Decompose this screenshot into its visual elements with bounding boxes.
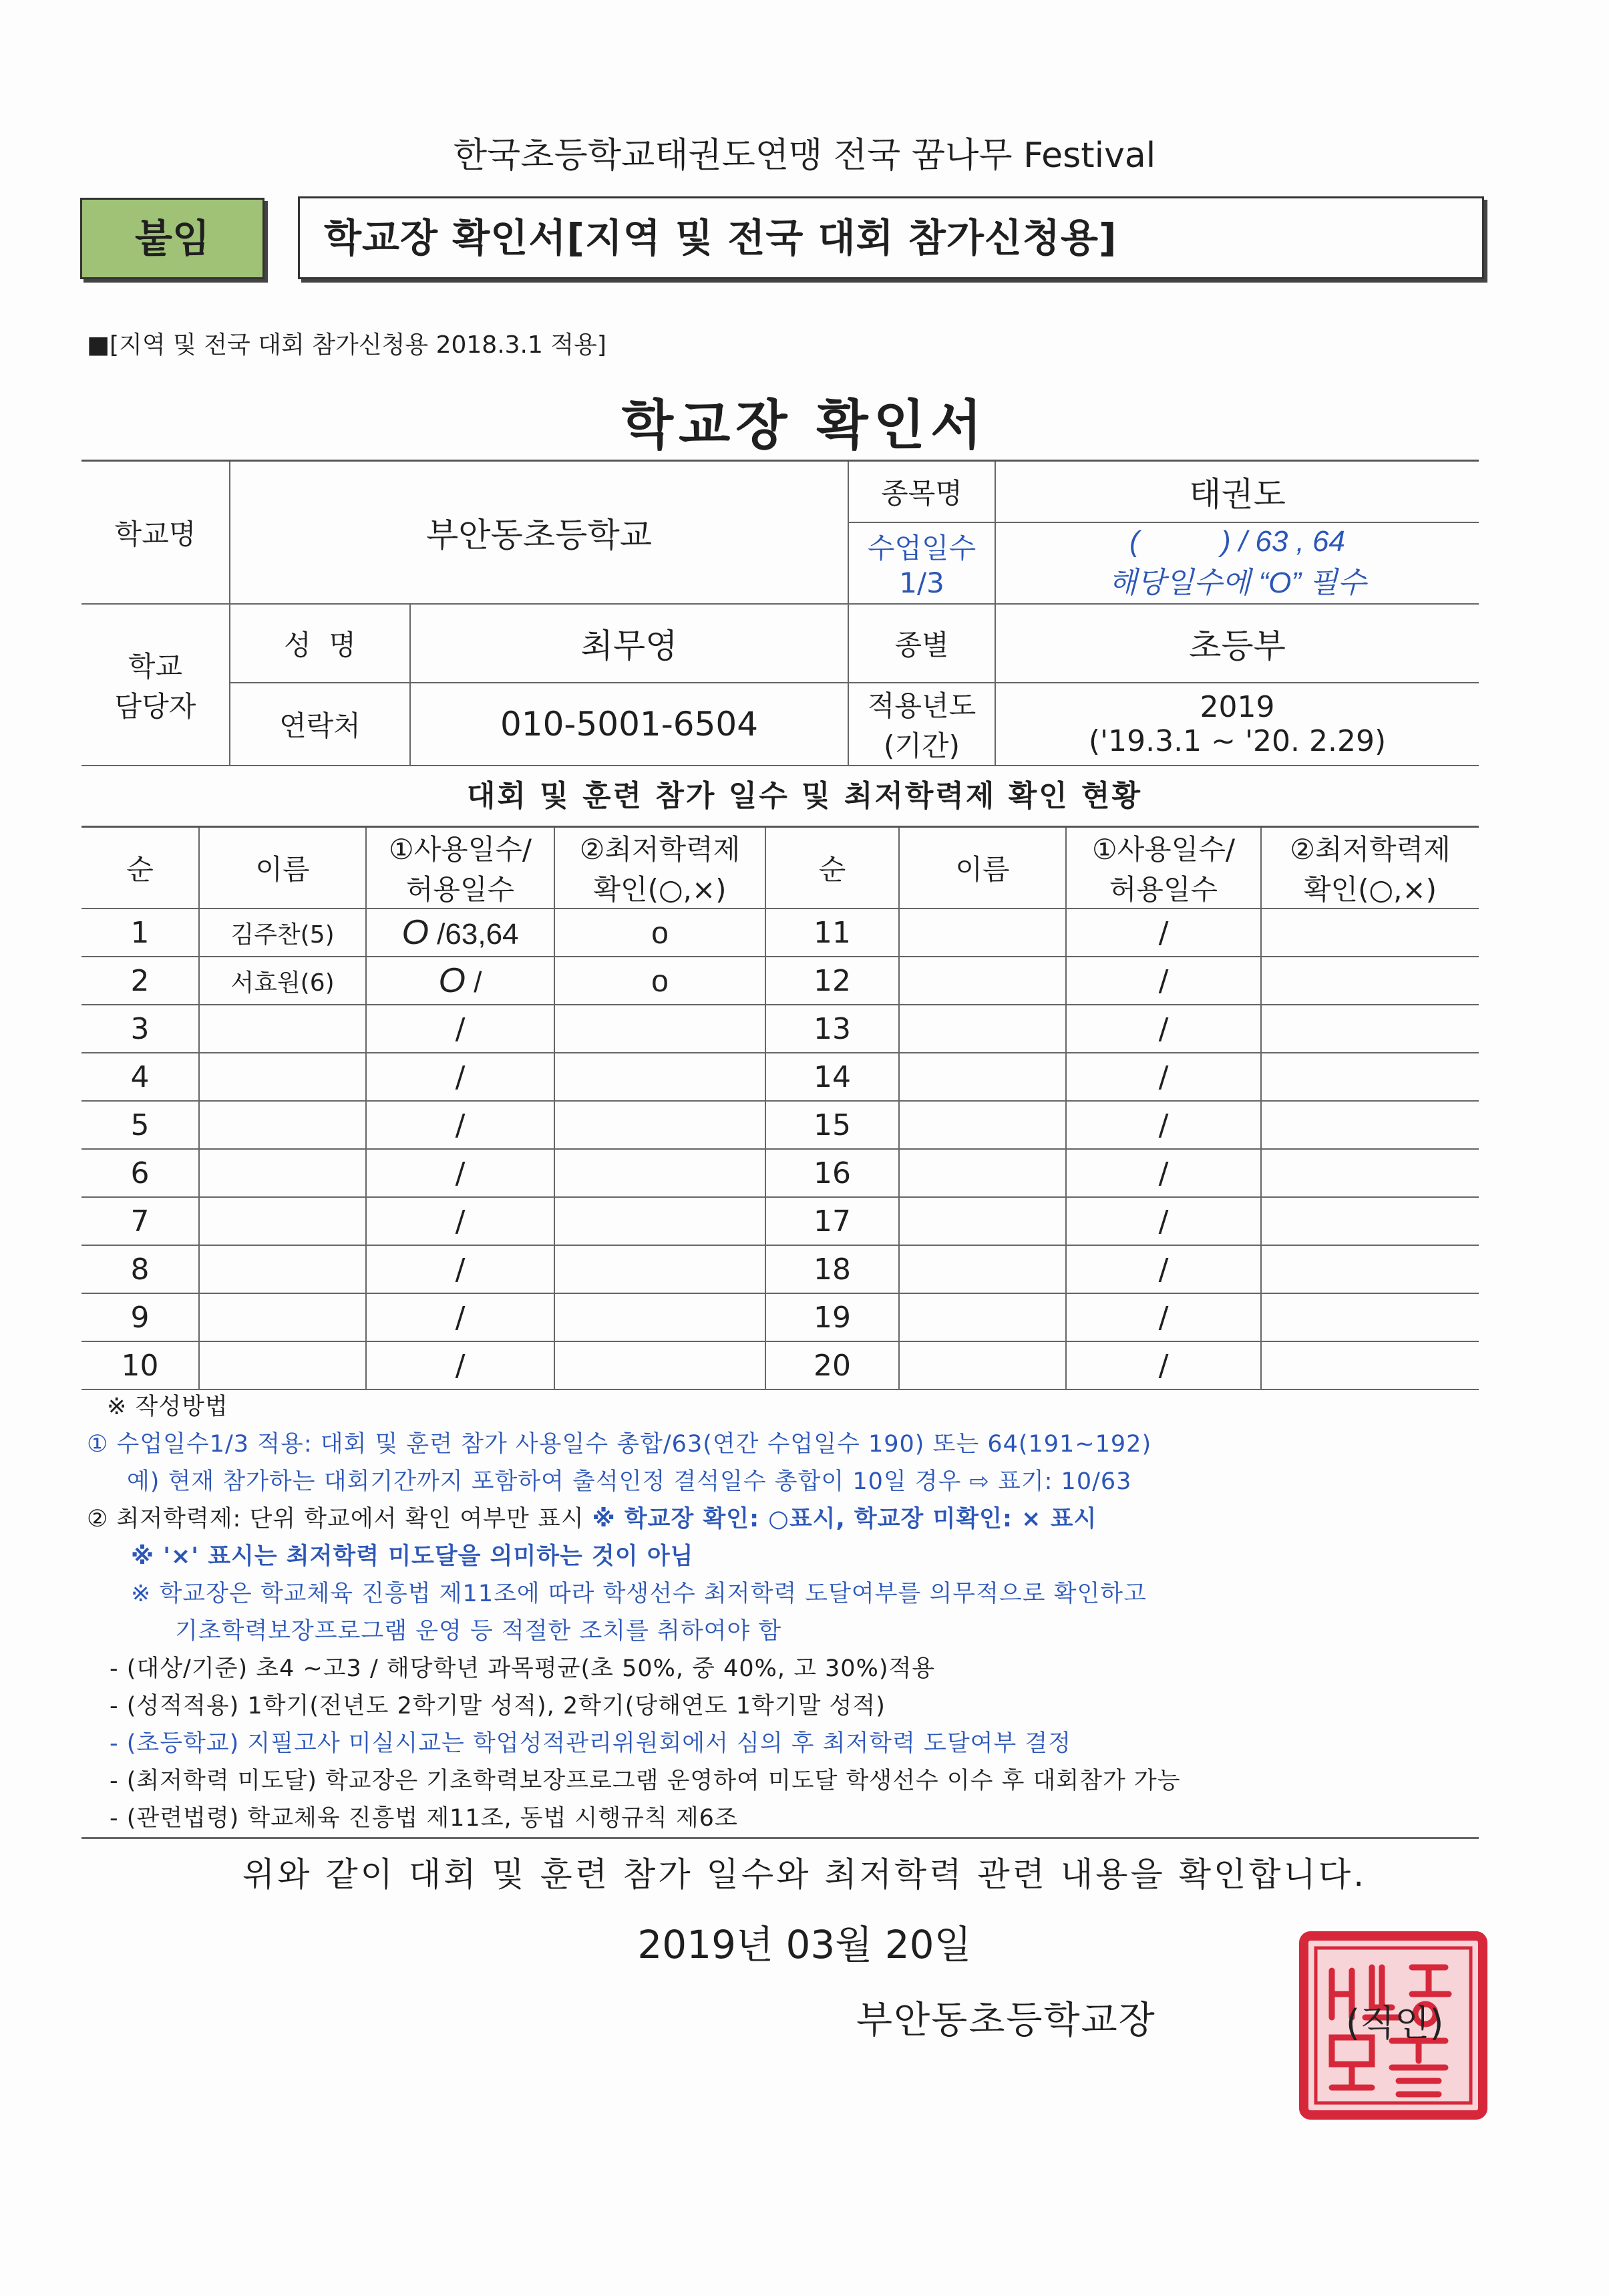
row-name <box>899 1005 1066 1053</box>
division-value: 초등부 <box>995 604 1479 683</box>
row-days: / <box>1066 1053 1261 1101</box>
col-days <box>366 827 554 909</box>
row-days-value: /63,64 <box>437 918 519 951</box>
class-days-value-line2: 해당일수에 “O” 필수 <box>1108 566 1367 599</box>
class-days-label-line1: 수업일수 <box>867 532 976 564</box>
row-min <box>1261 1197 1479 1245</box>
col-days-right-line1: ①사용일수/ <box>1091 833 1236 866</box>
col-no-right: 순 <box>765 827 899 909</box>
row-days: / <box>1066 957 1261 1005</box>
row-days: / <box>1066 1197 1261 1245</box>
school-label: 학교명 <box>81 461 230 604</box>
row-days: / <box>366 1005 554 1053</box>
row-days-value: / <box>474 966 482 999</box>
row-no: 14 <box>765 1053 899 1101</box>
class-days-value <box>995 522 1479 604</box>
row-no: 20 <box>765 1341 899 1389</box>
year-label <box>848 683 995 766</box>
main-title: 학교장 확인서 <box>621 394 988 456</box>
row-no: 3 <box>81 1005 199 1053</box>
row-no: 10 <box>81 1341 199 1389</box>
row-mark: O <box>438 961 466 1000</box>
row-no: 9 <box>81 1293 199 1341</box>
col-min-line1: ②최저학력제 <box>579 833 741 866</box>
notes-divider <box>81 1837 1479 1839</box>
note-2a-highlight: ※ 학교장 확인: ○표시, 학교장 미확인: × 표시 <box>592 1506 1097 1532</box>
row-no: 11 <box>765 909 899 957</box>
document-title-box <box>298 196 1484 279</box>
info-table <box>81 460 1479 766</box>
event-value: 태권도 <box>995 461 1479 522</box>
col-min-line2: 확인(○,×) <box>593 873 727 906</box>
row-min <box>554 1149 765 1197</box>
row-no: 17 <box>765 1197 899 1245</box>
name-value: 최무영 <box>410 604 848 683</box>
contact-value: 010-5001-6504 <box>410 683 848 766</box>
row-name <box>199 1149 366 1197</box>
row-name <box>199 1245 366 1293</box>
participation-table <box>81 826 1479 1390</box>
division-label: 종별 <box>848 604 995 683</box>
table-row <box>81 1005 1479 1053</box>
row-name <box>899 1341 1066 1389</box>
row-name <box>899 1245 1066 1293</box>
notes-heading: ※ 작성방법 <box>107 1393 228 1420</box>
seal-label: (직인) <box>1346 2002 1444 2044</box>
event-label: 종목명 <box>848 461 995 522</box>
year-value-line2: ('19.3.1 ~ '20. 2.29) <box>1088 723 1387 758</box>
note-d3: - (초등학교) 지필고사 미실시교는 학업성적관리위원회에서 심의 후 최저학력 도달여부 결정 <box>110 1730 1072 1757</box>
row-name <box>899 1149 1066 1197</box>
col-no: 순 <box>81 827 199 909</box>
manager-label-line2: 담당자 <box>114 689 196 723</box>
table-row <box>81 957 1479 1005</box>
table-row <box>81 1149 1479 1197</box>
date: 2019년 03월 20일 <box>637 1922 972 1967</box>
table-row <box>81 1197 1479 1245</box>
class-days-label <box>848 522 995 604</box>
row-min <box>1261 957 1479 1005</box>
row-min <box>1261 1293 1479 1341</box>
class-days-label-line2: 1/3 <box>899 566 944 599</box>
row-min <box>554 1293 765 1341</box>
col-days-line2: 허용일수 <box>405 873 515 906</box>
table-row <box>81 909 1479 957</box>
row-name <box>199 1293 366 1341</box>
col-min <box>554 827 765 909</box>
row-days: / <box>366 1053 554 1101</box>
row-name <box>199 1341 366 1389</box>
col-days-right <box>1066 827 1261 909</box>
row-no: 1 <box>81 909 199 957</box>
name-label: 성 명 <box>230 604 410 683</box>
row-name <box>199 1101 366 1149</box>
row-min <box>1261 1341 1479 1389</box>
year-label-line2: (기간) <box>884 729 960 762</box>
attachment-label: 붙임 <box>80 198 264 279</box>
row-name <box>899 909 1066 957</box>
table-row <box>81 1101 1479 1149</box>
row-name <box>199 1197 366 1245</box>
row-name <box>199 1053 366 1101</box>
row-min <box>554 1341 765 1389</box>
row-name <box>899 1053 1066 1101</box>
row-min: o <box>554 957 765 1005</box>
section-title: 대회 및 훈련 참가 일수 및 최저학력제 확인 현황 <box>466 779 1143 813</box>
manager-label-line1: 학교 <box>128 649 183 683</box>
row-min <box>554 1005 765 1053</box>
note-2d: 기초학력보장프로그램 운영 등 적절한 조치를 취하여야 함 <box>175 1618 782 1645</box>
note-1a: ① 수업일수1/3 적용: 대회 및 훈련 참가 사용일수 총합/63(연간 수업일수 190) 또는 64(191~192) <box>87 1431 1152 1458</box>
row-days: / <box>1066 1341 1261 1389</box>
row-min <box>554 1101 765 1149</box>
apply-note: ■[지역 및 전국 대회 참가신청용 2018.3.1 적용] <box>87 331 606 359</box>
note-d1: - (대상/기준) 초4 ~고3 / 해당학년 과목평균(초 50%, 중 40%, 고 30%)적용 <box>110 1655 936 1682</box>
row-min <box>554 1245 765 1293</box>
row-days: / <box>366 1245 554 1293</box>
row-min <box>554 1053 765 1101</box>
year-label-line1: 적용년도 <box>867 689 976 722</box>
class-days-value-line1: ( ) / 63 , 64 <box>1129 524 1345 558</box>
col-min-right-line1: ②최저학력제 <box>1290 833 1451 866</box>
table-row <box>81 1053 1479 1101</box>
header-title: 한국초등학교태권도연맹 전국 꿈나무 Festival <box>453 136 1156 176</box>
row-days: / <box>366 1149 554 1197</box>
row-name <box>899 957 1066 1005</box>
note-d2: - (성적적용) 1학기(전년도 2학기말 성적), 2학기(당해연도 1학기말 성적) <box>110 1693 886 1719</box>
row-no: 12 <box>765 957 899 1005</box>
row-no: 2 <box>81 957 199 1005</box>
row-days: / <box>1066 909 1261 957</box>
table-row <box>81 1245 1479 1293</box>
row-days <box>366 909 554 957</box>
row-days: / <box>1066 1293 1261 1341</box>
col-days-line1: ①사용일수/ <box>388 833 532 866</box>
row-min <box>1261 1005 1479 1053</box>
row-days: / <box>1066 1245 1261 1293</box>
row-no: 8 <box>81 1245 199 1293</box>
note-2a <box>87 1500 1097 1534</box>
row-no: 7 <box>81 1197 199 1245</box>
row-min <box>1261 1053 1479 1101</box>
table-row <box>81 1293 1479 1341</box>
year-value <box>995 683 1479 766</box>
row-no: 5 <box>81 1101 199 1149</box>
row-min <box>1261 1149 1479 1197</box>
confirmation-text: 위와 같이 대회 및 훈련 참가 일수와 최저학력 관련 내용을 확인합니다. <box>242 1855 1367 1894</box>
note-2c: ※ 학교장은 학교체육 진흥법 제11조에 따라 학생선수 최저학력 도달여부를 의무적으로 확인하고 <box>131 1581 1147 1607</box>
row-min <box>554 1197 765 1245</box>
row-no: 13 <box>765 1005 899 1053</box>
col-name: 이름 <box>199 827 366 909</box>
row-days: / <box>1066 1101 1261 1149</box>
note-2b: ※ '×' 표시는 최저학력 미도달을 의미하는 것이 아님 <box>131 1543 694 1570</box>
note-1b: 예) 현재 참가하는 대회기간까지 포함하여 출석인정 결석일수 총합이 10일 경우 ⇨ 표기: 10/63 <box>127 1468 1132 1495</box>
row-days: / <box>1066 1149 1261 1197</box>
row-min <box>1261 1245 1479 1293</box>
row-name <box>899 1101 1066 1149</box>
row-name <box>199 1005 366 1053</box>
row-no: 4 <box>81 1053 199 1101</box>
year-value-line1: 2019 <box>1200 689 1275 724</box>
row-no: 18 <box>765 1245 899 1293</box>
note-d4: - (최저학력 미도달) 학교장은 기초학력보장프로그램 운영하여 미도달 학생선수 이수 후 대회참가 가능 <box>110 1768 1181 1794</box>
row-days <box>366 957 554 1005</box>
row-min <box>1261 1101 1479 1149</box>
row-no: 15 <box>765 1101 899 1149</box>
row-name <box>899 1197 1066 1245</box>
col-min-right <box>1261 827 1479 909</box>
col-days-right-line2: 허용일수 <box>1109 873 1218 906</box>
note-2a-text: ② 최저학력제: 단위 학교에서 확인 여부만 표시 <box>87 1506 584 1532</box>
row-name: 김주찬(5) <box>199 909 366 957</box>
table-row <box>81 1341 1479 1389</box>
row-mark: O <box>401 913 429 952</box>
school-name: 부안동초등학교 <box>230 461 848 604</box>
manager-label <box>81 604 230 766</box>
col-name-right: 이름 <box>899 827 1066 909</box>
col-min-right-line2: 확인(○,×) <box>1303 873 1437 906</box>
row-no: 6 <box>81 1149 199 1197</box>
principal-name: 부안동초등학교장 <box>856 1999 1156 2042</box>
row-no: 16 <box>765 1149 899 1197</box>
row-days: / <box>366 1293 554 1341</box>
contact-label: 연락처 <box>230 683 410 766</box>
row-name <box>899 1293 1066 1341</box>
row-min <box>1261 909 1479 957</box>
row-no: 19 <box>765 1293 899 1341</box>
row-days: / <box>366 1101 554 1149</box>
note-d5: - (관련법령) 학교체육 진흥법 제11조, 동법 시행규칙 제6조 <box>110 1805 738 1832</box>
row-min: o <box>554 909 765 957</box>
row-days: / <box>366 1197 554 1245</box>
row-name: 서효원(6) <box>199 957 366 1005</box>
row-days: / <box>366 1341 554 1389</box>
document-title: 학교장 확인서[지역 및 전국 대회 참가신청용] <box>324 215 1117 261</box>
row-days: / <box>1066 1005 1261 1053</box>
